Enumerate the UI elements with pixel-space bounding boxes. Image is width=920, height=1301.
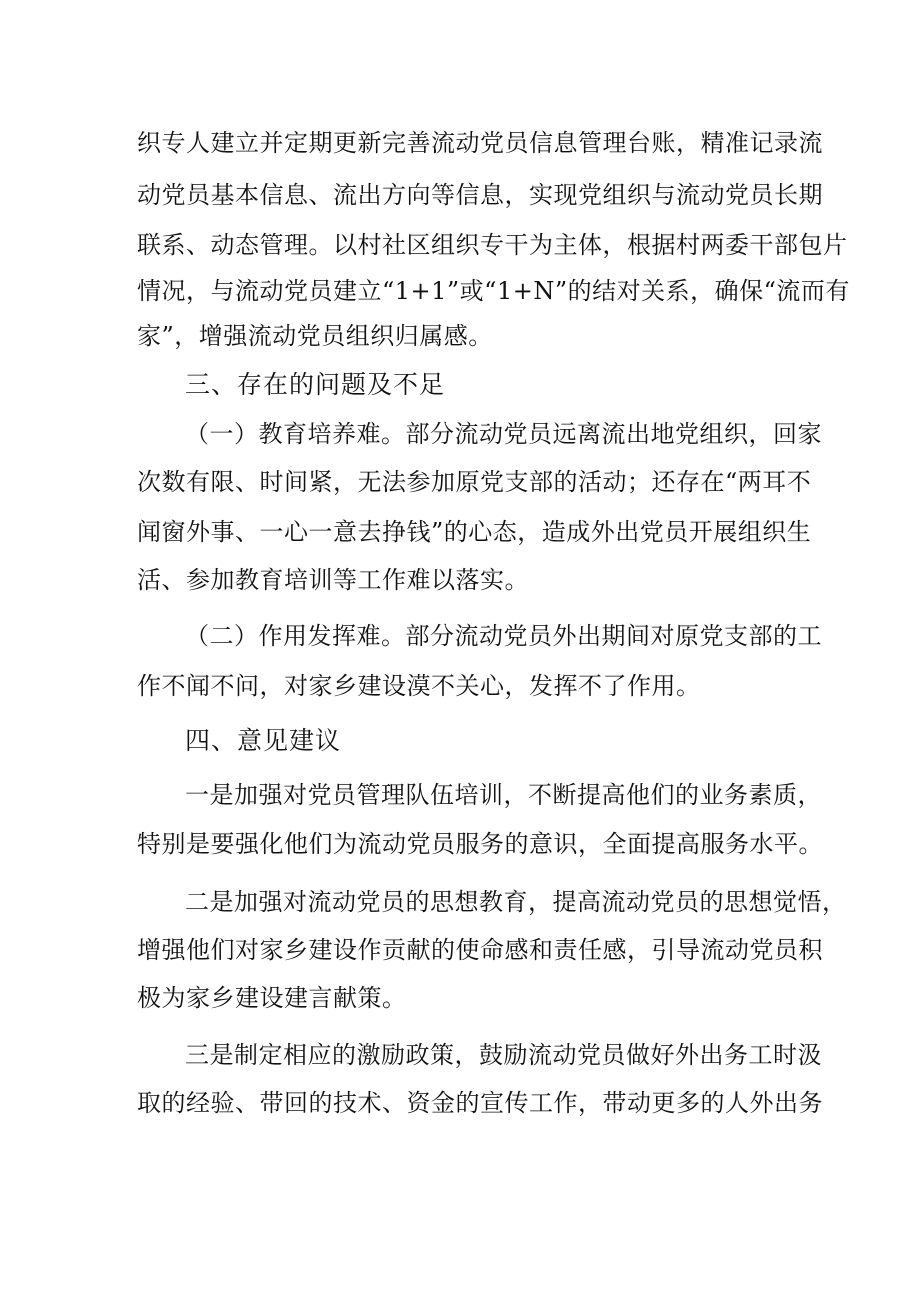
- paragraph-line: 闻窗外事、一心一意去挣钱”的心态，造成外出党员开展组织生: [137, 518, 812, 546]
- paragraph-line: 活、参加教育培训等工作难以落实。: [137, 566, 529, 594]
- paragraph-line: 一是加强对党员管理队伍培训，不断提高他们的业务素质，: [185, 781, 822, 809]
- paragraph-line: 次数有限、时间紧，无法参加原党支部的活动；还存在“两耳不: [137, 468, 812, 496]
- paragraph-line: 情况，与流动党员建立“1+1”或“1+N”的结对关系，确保“流而有: [137, 277, 850, 305]
- paragraph-line: 作不闻不问，对家乡建设漠不关心，发挥不了作用。: [137, 672, 701, 700]
- paragraph-line: （一）教育培养难。部分流动党员远离流出地党组织，回家: [185, 420, 822, 448]
- section-heading-4: 四、意见建议: [185, 726, 342, 755]
- paragraph-line: 特别是要强化他们为流动党员服务的意识，全面提高服务水平。: [137, 830, 823, 858]
- paragraph-line: 二是加强对流动党员的思想教育，提高流动党员的思想觉悟，: [185, 888, 847, 916]
- paragraph-line: （二）作用发挥难。部分流动党员外出期间对原党支部的工: [185, 622, 822, 650]
- paragraph-line: 家”，增强流动党员组织归属感。: [137, 322, 493, 350]
- paragraph-line: 联系、动态管理。以村社区组织专干为主体，根据村两委干部包片: [137, 231, 848, 259]
- paragraph-line: 动党员基本信息、流出方向等信息，实现党组织与流动党员长期: [137, 181, 823, 209]
- paragraph-line: 取的经验、带回的技术、资金的宣传工作，带动更多的人外出务: [137, 1089, 823, 1117]
- paragraph-line: 织专人建立并定期更新完善流动党员信息管理台账，精准记录流: [137, 129, 823, 157]
- paragraph-line: 增强他们对家乡建设作贡献的使命感和责任感，引导流动党员积: [137, 936, 823, 964]
- paragraph-line: 极为家乡建设建言献策。: [137, 984, 407, 1012]
- section-heading-3: 三、存在的问题及不足: [185, 370, 446, 399]
- paragraph-line: 三是制定相应的激励政策，鼓励流动党员做好外出务工时汲: [185, 1041, 822, 1069]
